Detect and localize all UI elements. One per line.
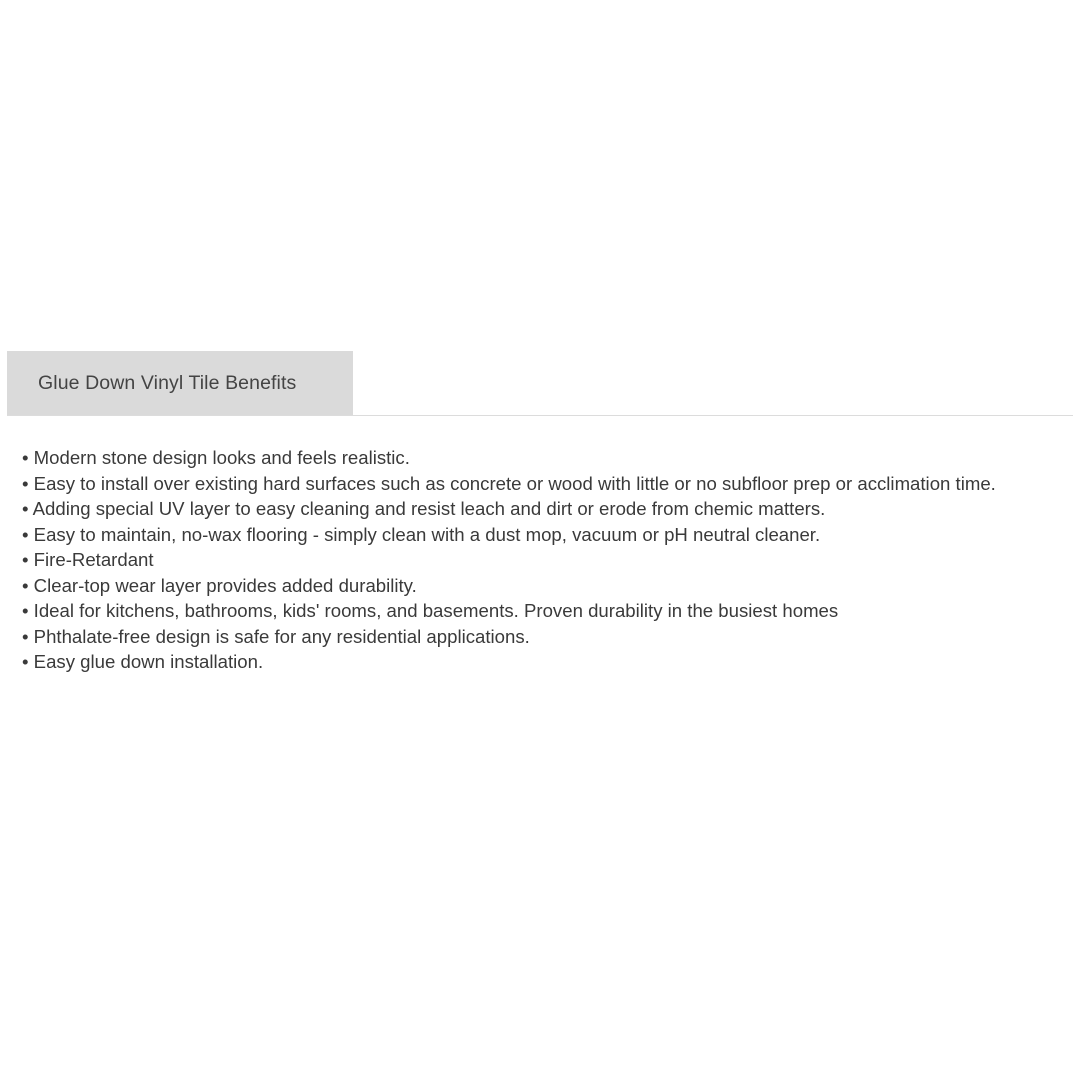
list-item: • Easy to maintain, no-wax flooring - simply clean with a dust mop, vacuum or pH neutral cleaner.	[22, 523, 821, 545]
list-item: • Fire-Retardant	[22, 549, 154, 570]
tab-strip	[7, 351, 1073, 416]
list-item: • Ideal for kitchens, bathrooms, kids' rooms, and basements. Proven durability in the busiest homes	[22, 600, 839, 621]
list-item: • Adding special UV layer to easy cleaning and resist leach and dirt or erode from chemic matters.	[22, 498, 826, 519]
list-item: • Modern stone design looks and feels realistic.	[22, 447, 410, 468]
tab-glue-down-vinyl-tile-benefits[interactable]	[7, 351, 353, 415]
tab-label: Glue Down Vinyl Tile Benefits	[38, 371, 297, 394]
list-item: • Easy glue down installation.	[22, 651, 264, 672]
list-item: • Phthalate-free design is safe for any residential applications.	[22, 625, 530, 647]
list-item: • Easy to install over existing hard surfaces such as concrete or wood with little or no subfloor prep or acclimation time.	[22, 472, 996, 494]
list-item: • Clear-top wear layer provides added durability.	[22, 574, 417, 596]
benefits-list	[22, 445, 1078, 675]
